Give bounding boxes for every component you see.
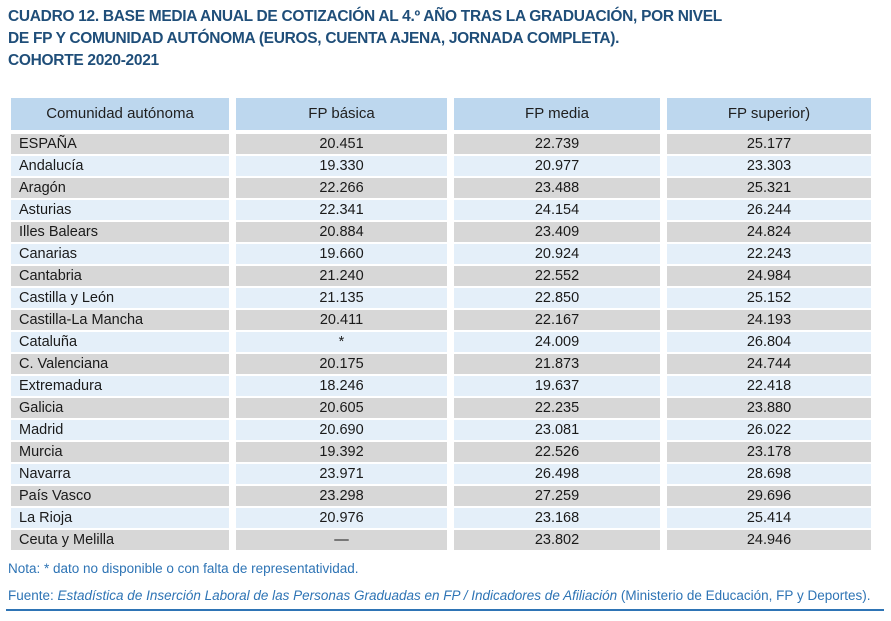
region-name-cell: C. Valenciana xyxy=(11,354,229,374)
table-row xyxy=(11,398,871,418)
fp-media-value-cell: 22.552 xyxy=(454,266,660,286)
fp-superior-value-cell: 25.414 xyxy=(667,508,871,528)
fp-superior-value-cell: 24.946 xyxy=(667,530,871,550)
title-line-3: COHORTE 2020-2021 xyxy=(8,52,159,69)
table-row xyxy=(11,420,871,440)
fuente-label: Fuente: xyxy=(8,588,58,603)
column-header-fp-basica: FP básica xyxy=(236,98,447,130)
region-name-cell: Madrid xyxy=(11,420,229,440)
region-name-cell: Cantabria xyxy=(11,266,229,286)
fp-basica-value-cell: 19.392 xyxy=(236,442,447,462)
fp-basica-value-cell: 19.660 xyxy=(236,244,447,264)
fp-media-value-cell: 24.154 xyxy=(454,200,660,220)
fp-media-value-cell: 27.259 xyxy=(454,486,660,506)
footnote-nota: Nota: * dato no disponible o con falta de representatividad. xyxy=(8,561,359,576)
fp-superior-value-cell: 25.177 xyxy=(667,134,871,154)
table-row xyxy=(11,244,871,264)
fp-basica-value-cell: 20.175 xyxy=(236,354,447,374)
table-row xyxy=(11,266,871,286)
fp-media-value-cell: 20.924 xyxy=(454,244,660,264)
fp-superior-value-cell: 26.022 xyxy=(667,420,871,440)
column-header-fp-superior: FP superior) xyxy=(667,98,871,130)
fp-superior-value-cell: 23.178 xyxy=(667,442,871,462)
fp-basica-value-cell: 20.690 xyxy=(236,420,447,440)
fp-superior-value-cell: 24.824 xyxy=(667,222,871,242)
region-name-cell: Asturias xyxy=(11,200,229,220)
column-header-fp-media: FP media xyxy=(454,98,660,130)
table-row xyxy=(11,464,871,484)
fp-superior-value-cell: 29.696 xyxy=(667,486,871,506)
fp-basica-value-cell: 21.135 xyxy=(236,288,447,308)
table-title xyxy=(8,6,722,72)
fp-basica-value-cell: 20.451 xyxy=(236,134,447,154)
region-name-cell: Cataluña xyxy=(11,332,229,352)
fp-media-value-cell: 23.081 xyxy=(454,420,660,440)
region-name-cell: La Rioja xyxy=(11,508,229,528)
table-row xyxy=(11,156,871,176)
fp-superior-value-cell: 25.152 xyxy=(667,288,871,308)
title-line-1: CUADRO 12. BASE MEDIA ANUAL DE COTIZACIÓN AL 4.º AÑO TRAS LA GRADUACIÓN, POR NIVEL xyxy=(8,8,722,25)
region-name-cell: Galicia xyxy=(11,398,229,418)
fp-basica-value-cell: 23.298 xyxy=(236,486,447,506)
region-name-cell: Extremadura xyxy=(11,376,229,396)
region-name-cell: Aragón xyxy=(11,178,229,198)
table-row xyxy=(11,354,871,374)
fp-basica-value-cell: 23.971 xyxy=(236,464,447,484)
table-body xyxy=(11,134,871,550)
fp-basica-value-cell: 20.411 xyxy=(236,310,447,330)
fp-superior-value-cell: 26.804 xyxy=(667,332,871,352)
fp-superior-value-cell: 24.744 xyxy=(667,354,871,374)
region-name-cell: Castilla y León xyxy=(11,288,229,308)
fp-superior-value-cell: 28.698 xyxy=(667,464,871,484)
fuente-ministry: (Ministerio de Educación, FP y Deportes). xyxy=(617,588,871,603)
table-row xyxy=(11,486,871,506)
region-name-cell: ESPAÑA xyxy=(11,134,229,154)
fp-superior-value-cell: 22.418 xyxy=(667,376,871,396)
fp-media-value-cell: 23.168 xyxy=(454,508,660,528)
fp-media-value-cell: 23.802 xyxy=(454,530,660,550)
region-name-cell: Murcia xyxy=(11,442,229,462)
fp-media-value-cell: 22.235 xyxy=(454,398,660,418)
table-row xyxy=(11,200,871,220)
fp-media-value-cell: 21.873 xyxy=(454,354,660,374)
fp-basica-value-cell: * xyxy=(236,332,447,352)
fp-basica-value-cell: 22.341 xyxy=(236,200,447,220)
fp-superior-value-cell: 24.984 xyxy=(667,266,871,286)
fp-superior-value-cell: 25.321 xyxy=(667,178,871,198)
fp-media-value-cell: 22.526 xyxy=(454,442,660,462)
table-row xyxy=(11,508,871,528)
table-row xyxy=(11,332,871,352)
table-row xyxy=(11,134,871,154)
fp-media-value-cell: 24.009 xyxy=(454,332,660,352)
table-row xyxy=(11,530,871,550)
fp-basica-value-cell: 19.330 xyxy=(236,156,447,176)
table-row xyxy=(11,442,871,462)
table-row xyxy=(11,178,871,198)
fp-media-value-cell: 22.167 xyxy=(454,310,660,330)
fp-media-value-cell: 20.977 xyxy=(454,156,660,176)
footnote-fuente xyxy=(8,588,870,603)
fp-basica-value-cell: 21.240 xyxy=(236,266,447,286)
cotizacion-table xyxy=(11,98,871,552)
table-row xyxy=(11,288,871,308)
fp-superior-value-cell: 23.880 xyxy=(667,398,871,418)
region-name-cell: País Vasco xyxy=(11,486,229,506)
table-row xyxy=(11,376,871,396)
table-row xyxy=(11,222,871,242)
fp-superior-value-cell: 24.193 xyxy=(667,310,871,330)
fp-basica-value-cell: 22.266 xyxy=(236,178,447,198)
fp-basica-value-cell: 20.976 xyxy=(236,508,447,528)
fp-superior-value-cell: 23.303 xyxy=(667,156,871,176)
region-name-cell: Canarias xyxy=(11,244,229,264)
fp-superior-value-cell: 22.243 xyxy=(667,244,871,264)
title-line-2: DE FP Y COMUNIDAD AUTÓNOMA (EUROS, CUENTA AJENA, JORNADA COMPLETA). xyxy=(8,30,620,47)
region-name-cell: Navarra xyxy=(11,464,229,484)
fp-media-value-cell: 26.498 xyxy=(454,464,660,484)
fp-basica-value-cell: 20.605 xyxy=(236,398,447,418)
region-name-cell: Castilla-La Mancha xyxy=(11,310,229,330)
fp-media-value-cell: 23.409 xyxy=(454,222,660,242)
region-name-cell: Ceuta y Melilla xyxy=(11,530,229,550)
fp-media-value-cell: 19.637 xyxy=(454,376,660,396)
region-name-cell: Andalucía xyxy=(11,156,229,176)
region-name-cell: Illes Balears xyxy=(11,222,229,242)
fp-superior-value-cell: 26.244 xyxy=(667,200,871,220)
fp-basica-value-cell: — xyxy=(236,530,447,550)
fuente-source-title: Estadística de Inserción Laboral de las Personas Graduadas en FP / Indicadores de Afiliación xyxy=(57,588,618,603)
table-header-row xyxy=(11,98,871,130)
fp-media-value-cell: 23.488 xyxy=(454,178,660,198)
fp-basica-value-cell: 18.246 xyxy=(236,376,447,396)
fp-media-value-cell: 22.850 xyxy=(454,288,660,308)
fp-basica-value-cell: 20.884 xyxy=(236,222,447,242)
bottom-divider xyxy=(6,609,884,611)
column-header-comunidad: Comunidad autónoma xyxy=(11,98,229,130)
table-row xyxy=(11,310,871,330)
fp-media-value-cell: 22.739 xyxy=(454,134,660,154)
